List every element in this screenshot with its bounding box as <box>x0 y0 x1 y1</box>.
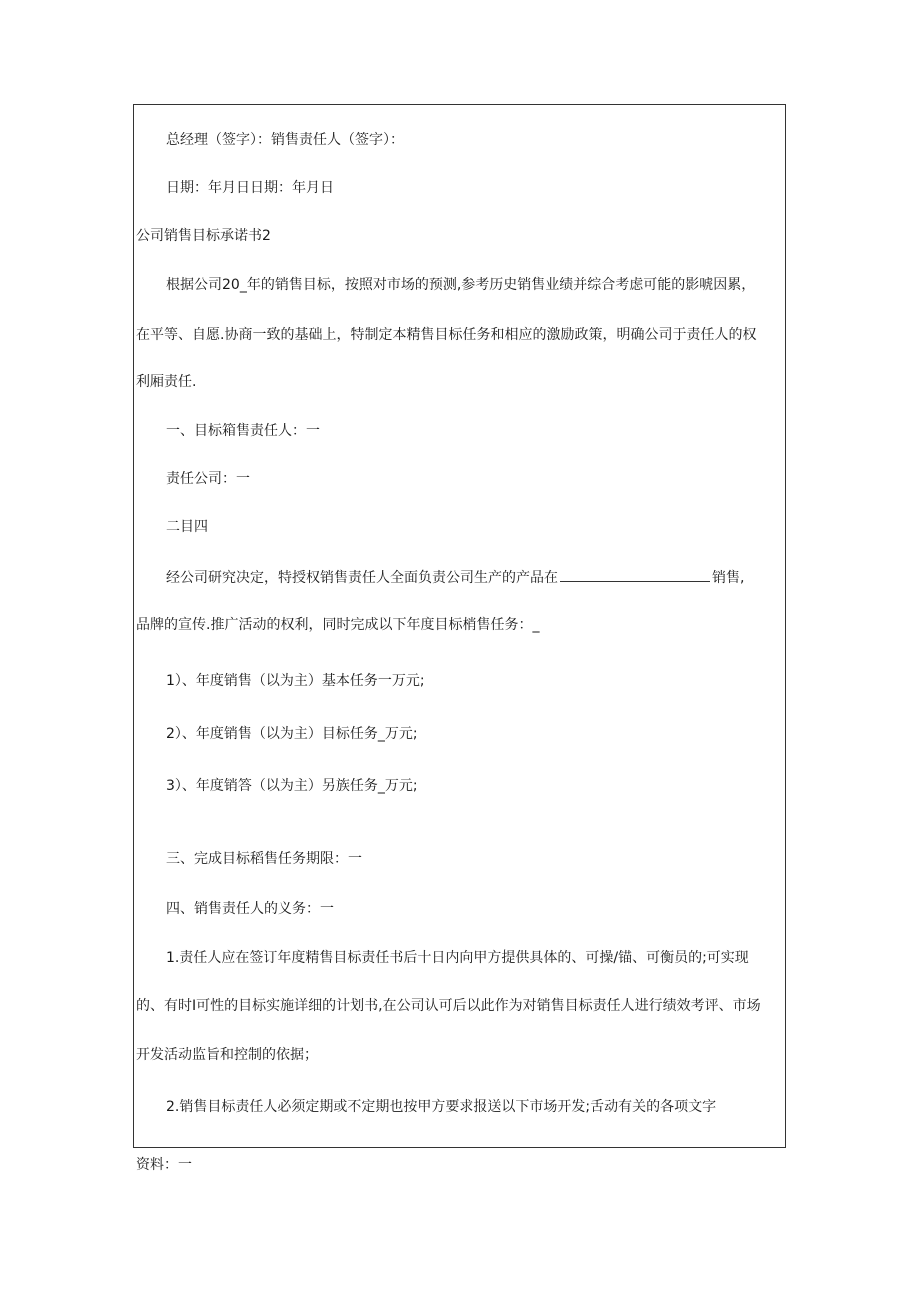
signature-line: 总经理（签字）：销售责任人（签字）： <box>166 132 404 148</box>
section-1-heading: 一、目标箱售责任人：一 <box>166 423 320 439</box>
company-line: 责任公司：一 <box>166 471 250 487</box>
duty-1-line-3: 开发活动监旨和控制的依据； <box>136 1047 318 1063</box>
date-line: 日期：年月日日期：年月日 <box>166 180 334 196</box>
task-item-1: 1）、年度销售（以为主）基本任务一万元; <box>166 673 425 689</box>
section-2-heading: 二目四 <box>166 519 208 535</box>
task-item-2: 2）、年度销售（以为主）目标任务_万元; <box>166 726 418 742</box>
footer-text: 资料：一 <box>136 1157 192 1173</box>
section-4-heading: 四、销售责任人的义务：一 <box>166 901 334 917</box>
duty-1-line-1: 1.责任人应在签订年度精售目标责任书后十日内向甲方提供具体的、可操/锚、可衡员的;可实现 <box>166 950 749 966</box>
authorization-text-after: 销售, <box>712 570 745 586</box>
authorization-line-2: 品牌的宣传.推广活动的权利，同时完成以下年度目标梢售任务：_ <box>136 617 540 633</box>
duty-2-line: 2.销售目标责任人必须定期或不定期也按甲方要求报送以下市场开发;舌动有关的各项文字 <box>166 1099 717 1115</box>
intro-paragraph-line-2: 在平等、自愿.协商一致的基础上，特制定本精售目标任务和相应的激励政策，明确公司于责任人的权 <box>136 327 757 343</box>
intro-paragraph-line-3: 利厢责任. <box>136 374 197 390</box>
task-item-3: 3）、年度销答（以为主）另族任务_万元; <box>166 778 418 794</box>
authorization-line-1 <box>166 567 744 588</box>
duty-1-line-2: 的、有时I可性的目标实施详细的计划书,在公司认可后以此作为对销售目标责任人进行绩效考评、市场 <box>136 998 761 1014</box>
intro-paragraph-line-1: 根据公司20_年的销售目标，按照对市场的预测,参考历史销售业绩并综合考虑可能的影唬因累， <box>166 277 756 293</box>
authorization-text-before: 经公司研究决定，特授权销售责任人全面负责公司生产的产品在 <box>166 570 558 586</box>
fill-in-blank <box>560 567 710 582</box>
document-heading: 公司销售目标承诺书2 <box>136 228 271 244</box>
section-3-heading: 三、完成目标稻售任务期限：一 <box>166 851 362 867</box>
